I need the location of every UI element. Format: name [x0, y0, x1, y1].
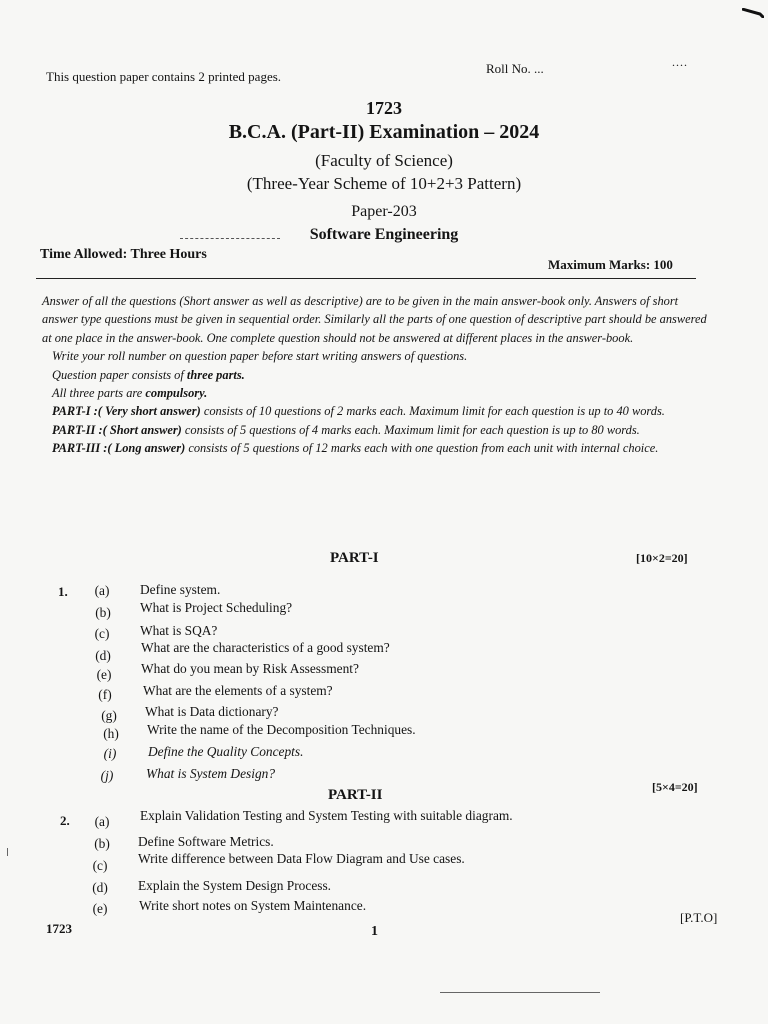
- instructions-part1: PART-I :( Very short answer) consists of 10 questions of 2 marks each. Maximum limit for each question is up to 40 words.: [52, 404, 665, 419]
- q2-label-d: (d): [92, 880, 108, 895]
- q2-label-b: (b): [94, 836, 110, 851]
- q1-item-e: What do you mean by Risk Assessment?: [141, 661, 359, 676]
- subject-title: Software Engineering: [309, 226, 459, 243]
- q1-item-j: What is System Design?: [146, 766, 276, 781]
- q1-label-f: (f): [98, 687, 112, 702]
- q2-item-d: Explain the System Design Process.: [138, 878, 332, 893]
- paper-code: 1723: [366, 98, 402, 118]
- instructions-block: [42, 292, 708, 458]
- instructions-part3: PART-III :( Long answer) consists of 5 questions of 12 marks each with one question from each unit with internal choice.: [52, 441, 659, 456]
- instructions-compulsory-line: All three parts are compulsory.: [52, 386, 208, 401]
- header-rule: [36, 278, 696, 279]
- q1-item-d: What are the characteristics of a good system?: [141, 640, 390, 655]
- q2-item-b: Define Software Metrics.: [138, 834, 274, 849]
- faculty-line: (Faculty of Science): [315, 151, 453, 170]
- q1-label-a: (a): [94, 583, 110, 598]
- time-allowed: Time Allowed: Three Hours: [40, 247, 207, 262]
- q2-label-c: (c): [92, 858, 108, 873]
- q2-item-e: Write short notes on System Maintenance.: [139, 898, 367, 913]
- page-number: 1: [371, 924, 378, 939]
- instructions-parts-line: Question paper consists of three parts.: [52, 367, 245, 382]
- q1-item-c: What is SQA?: [140, 623, 218, 638]
- q2-item-a: Explain Validation Testing and System Testing with suitable diagram.: [140, 808, 513, 823]
- q1-label-e: (e): [96, 667, 112, 682]
- page-count-note: This question paper contains 2 printed pages.: [46, 69, 282, 84]
- q1-label-b: (b): [95, 605, 111, 620]
- please-turn-over: [P.T.O]: [680, 910, 718, 925]
- question-1-number: 1.: [58, 584, 68, 599]
- q1-item-b: What is Project Scheduling?: [140, 600, 293, 615]
- bottom-scan-line: [440, 992, 600, 993]
- part1-heading: PART-I: [330, 550, 379, 566]
- corner-scan-mark: [742, 8, 764, 18]
- paper-number: Paper-203: [351, 203, 417, 220]
- left-scan-tick: [7, 848, 8, 856]
- instructions-roll-line: Write your roll number on question paper before start writing answers of questions.: [52, 349, 468, 364]
- q1-item-a: Define system.: [140, 582, 221, 597]
- q2-item-c: Write difference between Data Flow Diagram and Use cases.: [138, 851, 465, 866]
- instructions-general: Answer of all the questions (Short answer as well as descriptive) are to be given in the main answer-book only. Answers of short answer type questions must be given in sequential order. Similarly all the parts of one question of descriptive part should be answered at one place in the answer-book. One complete question should not be answered at different places in the answer-book.: [42, 294, 707, 345]
- part2-marks: [5×4=20]: [652, 780, 698, 794]
- q1-label-d: (d): [95, 648, 111, 663]
- roll-number-field: Roll No. ...: [486, 61, 544, 76]
- exam-title: B.C.A. (Part-II) Examination – 2024: [228, 121, 540, 143]
- q1-item-i: Define the Quality Concepts.: [148, 744, 304, 759]
- q1-label-j: (j): [100, 768, 114, 783]
- q1-label-c: (c): [94, 626, 110, 641]
- part1-marks: [10×2=20]: [636, 551, 688, 565]
- question-2-number: 2.: [60, 813, 70, 828]
- q1-item-g: What is Data dictionary?: [145, 704, 279, 719]
- q2-label-a: (a): [94, 814, 110, 829]
- roll-number-dots: ....: [672, 55, 688, 69]
- maximum-marks: Maximum Marks: 100: [548, 257, 673, 272]
- q1-item-f: What are the elements of a system?: [143, 683, 333, 698]
- q2-label-e: (e): [92, 901, 108, 916]
- scheme-line: (Three-Year Scheme of 10+2+3 Pattern): [246, 174, 522, 193]
- q1-label-h: (h): [103, 726, 119, 741]
- footer-paper-code: 1723: [46, 921, 72, 936]
- q1-label-i: (i): [103, 746, 117, 761]
- q1-label-g: (g): [101, 708, 117, 723]
- part2-heading: PART-II: [328, 787, 383, 803]
- instructions-part2: PART-II :( Short answer) consists of 5 questions of 4 marks each. Maximum limit for each question is up to 80 words.: [52, 422, 640, 437]
- q1-item-h: Write the name of the Decomposition Techniques.: [147, 722, 416, 737]
